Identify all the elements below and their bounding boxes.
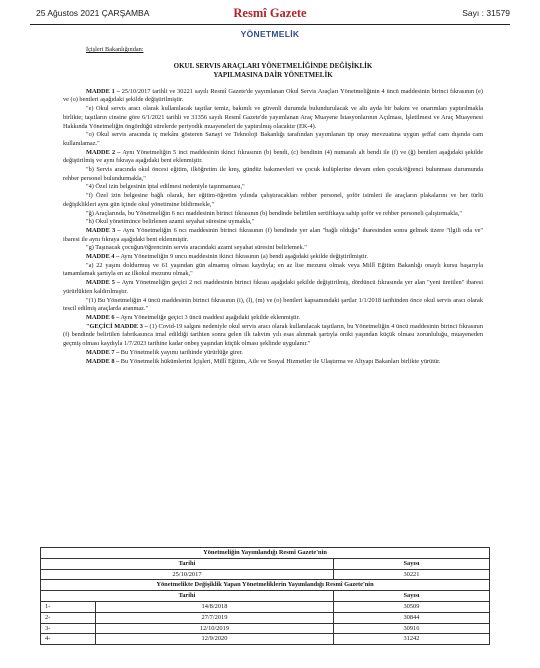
article-paragraph	[63, 358, 483, 367]
article-paragraph	[63, 183, 483, 192]
table-header-number: Sayısı	[333, 591, 489, 602]
article-paragraph	[63, 323, 483, 349]
article-paragraph	[63, 166, 483, 183]
article-text: "o) Okul servis aracında iç mekânı gösteren Sanayi ve Teknoloji Bakanlığı tarafından yayımlanan tip onay mevzuatına uygun şeffaf cam dışında cam kullanılamaz."	[63, 131, 483, 147]
article-text: "b) Servis aracında okul öncesi eğitim, ilköğretim ile kreş, gündüz bakımevleri ve çocuk kulüplerine devam eden çocuk/öğrenci bulunması durumunda rehber personel bulundurmakla,"	[63, 166, 483, 182]
article-text: "4) Özel izin belgesinin iptal edilmesi nedeniyle taşınmaması,"	[86, 183, 245, 191]
table-section-title: Yönetmeliğin Yayımlandığı Resmî Gazete'nin	[41, 548, 490, 559]
article-paragraph	[63, 314, 483, 323]
article-paragraph	[63, 279, 483, 296]
article-text: "h) Okul yönetimince belirlenen azami seyahat süresine uymakla,"	[86, 218, 255, 226]
article-paragraph	[63, 227, 483, 244]
gazette-name: Resmî Gazete	[233, 6, 307, 20]
article-text: Aynı Yönetmeliğin 6 ncı maddesinin birinci fıkrasının (f) bendinde yer alan "bağlı olduğu" ibaresinden sonra gelmek üzere "ilgili oda ve" ibaresi ile aynı fıkraya aşağıdaki bent eklenmiştir.	[63, 226, 483, 243]
gazette-history-table	[40, 547, 490, 645]
article-label: MADDE 3 –	[86, 226, 121, 234]
article-paragraph	[63, 349, 483, 358]
article-text: Bu Yönetmelik hükümlerini İçişleri, Millî Eğitim, Aile ve Sosyal Hizmetler ile Ulaştırma ve Altyapı Bakanları birlikte yürütür.	[119, 357, 441, 365]
articles-list	[63, 88, 483, 367]
document-body	[63, 46, 483, 366]
article-label: MADDE 7 –	[86, 348, 120, 356]
article-text: "a) 22 yaşını doldurmuş ve 61 yaşından gün almamış olması kaydıyla; en az lise mezunu olmak veya Millî Eğitim Bakanlığı onaylı kursu başarıyla tamamlamak şartıyla en az ilkokul mezunu olmak,"	[63, 261, 483, 278]
table-cell-date: 12/10/2019	[96, 623, 334, 634]
table-row	[41, 569, 490, 580]
article-text: "f) Özel izin belgesine bağlı olarak, her eğitim-öğretim yılında çalıştıracakları rehber personel, şoför isimleri ile araçların plakalarını ve her türlü değişiklikleri aynı gün içinde okul yönetimine bildirmekle,"	[63, 192, 483, 208]
article-text: "e) Okul servis aracı olarak kullanılacak taşıtlar temiz, bakımlı ve güvenli durumda bulundurulacak ve altı ayda bir bakım ve onarımları yaptırılmakla birlikte; taşıtların cinsine göre 6/1/2021 tarihli ve 31356 sayılı Resmî Gazete'de yayımlanan Araç Muayene İstasyonlarının Açılması, İşletilmesi ve Araç Muayenesi Hakkında Yönetmeliğin öngördüğü sürelerde periyodik muayeneleri de yaptırılmış olacaktır (EK-4).	[63, 105, 483, 130]
table-cell-number: 30916	[333, 623, 489, 634]
header-issue-number: Sayı : 31579	[462, 8, 510, 18]
table-cell-index: 2-	[41, 612, 96, 623]
table-cell-number: 31242	[333, 634, 489, 645]
article-label: MADDE 8 –	[86, 357, 120, 365]
article-label: MADDE 5 –	[86, 279, 121, 287]
article-text: (1) Covid-19 salgını nedeniyle okul servis aracı olarak kullanılacak taşıtların, bu Yönetmeliğin 4 üncü maddesinin birinci fıkrasının (f) bendinde belirtilen fabrikasınca imal edildiği tarihten sonra gelen ilk takvim yılı esas alınmak şartıyla oniki yaşından küçük olması zorunluluğu, muayeneden geçmiş olması kaydıyla 1/7/2023 tarihine kadar onbeş yaşından küçük olması şeklinde uygulanır."	[63, 322, 483, 348]
article-text: "(1) Bu Yönetmeliğin 4 üncü maddesinin birinci fıkrasının (i), (l), (m) ve (o) bentleri kapsamındaki şartlar 1/1/2018 tarihinden önce okul servis aracı olarak tescil edilmiş araçlarda aranmaz."	[63, 296, 483, 313]
article-label: MADDE 2 –	[86, 148, 121, 156]
article-label: MADDE 1 –	[86, 87, 120, 95]
table-row	[41, 623, 490, 634]
table-cell-date: 25/10/2017	[41, 569, 334, 580]
article-paragraph	[63, 297, 483, 314]
table-header-date: Tarihi	[41, 591, 334, 602]
article-text: "g) Taşınacak çocuğun/öğrencinin servis aracındaki azami seyahat süresini belirlemek."	[86, 244, 307, 252]
article-text: Aynı Yönetmeliğe geçici 3 üncü maddesi aşağıdaki şekilde eklenmiştir.	[119, 313, 300, 321]
article-paragraph	[63, 210, 483, 219]
table-header-date: Tarihi	[41, 558, 334, 569]
table-cell-index: 1-	[41, 601, 96, 612]
document-title-line: YAPILMASINA DAİR YÖNETMELİK	[213, 71, 333, 80]
document-title-line: OKUL SERVIS ARAÇLARI YÖNETMELİĞİNDE DEĞİŞİKLİK	[173, 61, 373, 70]
article-text: Aynı Yönetmeliğin 9 uncu maddesinin ikinci fıkrasının (a) bendi aşağıdaki şekilde değiştirilmiştir.	[119, 253, 368, 261]
table-cell-date: 27/7/2019	[96, 612, 334, 623]
table-cell-number: 30509	[333, 601, 489, 612]
page-header	[30, 6, 510, 24]
header-divider	[30, 24, 510, 25]
article-text: Bu Yönetmelik yayımı tarihinde yürürlüğe girer.	[119, 348, 243, 356]
article-label: "GEÇİCİ MADDE 3 –	[86, 322, 148, 330]
table-row	[41, 601, 490, 612]
document-title	[63, 62, 483, 81]
table-cell-index: 4-	[41, 634, 96, 645]
article-paragraph	[63, 262, 483, 279]
table-section-title: Yönetmelikte Değişiklik Yapan Yönetmeliklerin Yayımlandığı Resmî Gazete'nin	[41, 580, 490, 591]
article-text: 25/10/2017 tarihli ve 30221 sayılı Resmî Gazete'de yayımlanan Okul Servis Araçları Yönetmeliğinin 4 üncü maddesinin birinci fıkrasının (e) ve (o) bentleri aşağıdaki şekilde değiştirilmiştir.	[63, 87, 484, 104]
section-heading: YÖNETMELİK	[240, 29, 300, 39]
article-text: Aynı Yönetmeliğin 5 inci maddesinin ikinci fıkrasının (b) bendi, (c) bendinin (4) numaralı alt bendi ile (f) ve (ğ) bentleri aşağıdaki şekilde değiştirilmiş ve aynı fıkraya aşağıdaki bent eklenmiştir.	[63, 148, 483, 165]
issuing-ministry: İçişleri Bakanlığından:	[86, 46, 144, 53]
article-text: Aynı Yönetmeliğin geçici 2 nci maddesinin birinci fıkrası aşağıdaki şekilde değiştirilmiş, dördüncü fıkrasında yer alan "yeni üretilen" ibaresi yürürlükten kaldırılmıştır.	[63, 279, 483, 295]
article-paragraph	[63, 192, 483, 209]
article-label: MADDE 4 –	[86, 253, 120, 261]
table-header-number: Sayısı	[333, 558, 489, 569]
table-row	[41, 612, 490, 623]
article-paragraph	[63, 253, 483, 262]
article-paragraph	[63, 244, 483, 253]
table-cell-date: 14/8/2018	[96, 601, 334, 612]
header-date: 25 Ağustos 2021 ÇARŞAMBA	[36, 8, 150, 18]
article-text: "ğ) Araçlarında, bu Yönetmeliğin 6 ncı maddesinin birinci fıkrasının (b) bendinde belirtilen sertifikaya sahip şoför ve rehber personeli çalıştırmakla,"	[86, 209, 462, 217]
article-paragraph	[63, 88, 483, 105]
table-cell-date: 12/9/2020	[96, 634, 334, 645]
article-paragraph	[63, 105, 483, 131]
article-paragraph	[63, 218, 483, 227]
article-label: MADDE 6 –	[86, 313, 120, 321]
table-cell-number: 30844	[333, 612, 489, 623]
table-cell-index: 3-	[41, 623, 96, 634]
table-cell-number: 30221	[333, 569, 489, 580]
article-paragraph	[63, 131, 483, 148]
article-paragraph	[63, 149, 483, 166]
table-row	[41, 634, 490, 645]
